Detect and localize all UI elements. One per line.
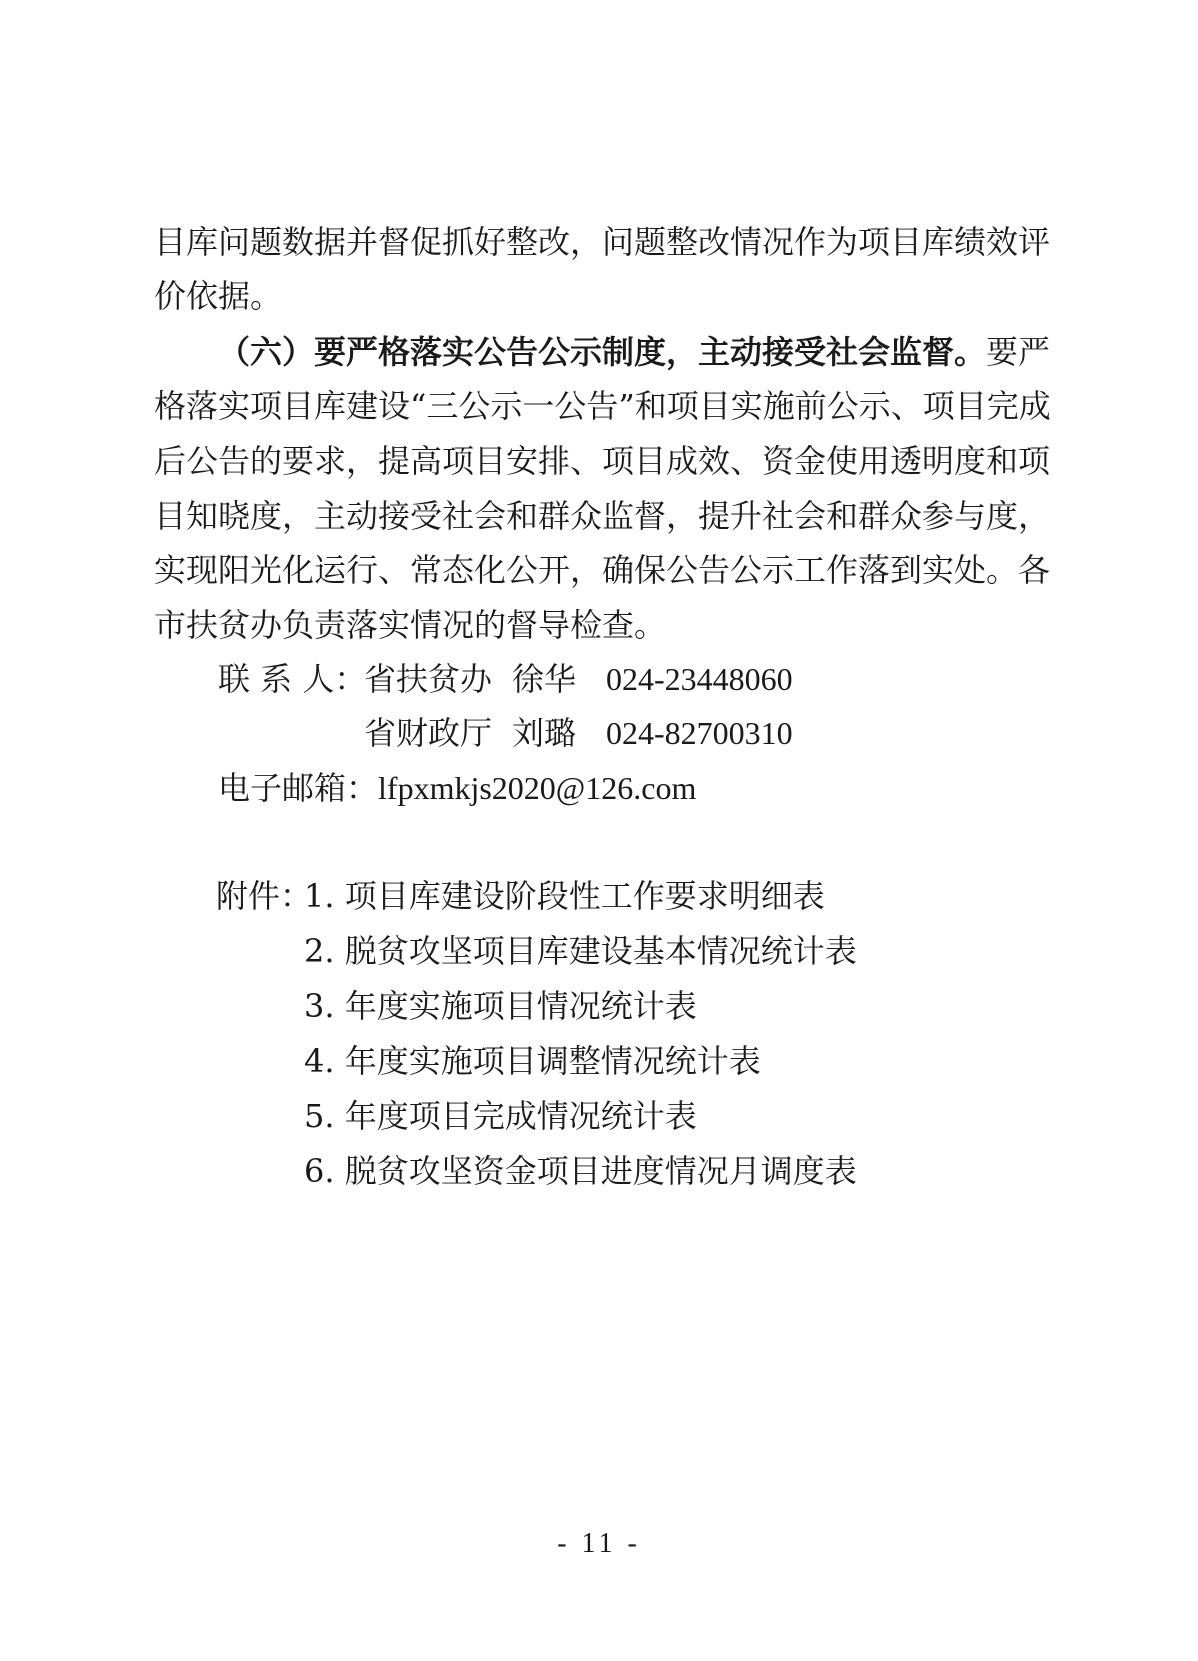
email-address: lfpxmkjs2020@126.com (378, 770, 697, 806)
contact-row-2 (364, 713, 793, 753)
section-6-line-1-tail: 要严 (986, 333, 1051, 371)
email-row (218, 768, 696, 808)
section-6-line-1 (218, 332, 1051, 372)
contact-phone: 024-23448060 (606, 661, 793, 697)
attachment-item: 5. 年度项目完成情况统计表 (304, 1097, 697, 1135)
section-6-line-4: 目知晓度，主动接受社会和群众监督，提升社会和群众参与度， (154, 497, 1051, 535)
contact-row-1 (218, 659, 793, 699)
contact-name: 刘璐 (512, 714, 577, 752)
contact-name: 徐华 (512, 660, 577, 698)
section-6-line-5: 实现阳光化运行、常态化公开，确保公告公示工作落到实处。各 (154, 551, 1051, 589)
attachment-item: 6. 脱贫攻坚资金项目进度情况月调度表 (304, 1152, 857, 1190)
contact-label: 联 系 人： (218, 660, 367, 698)
email-label: 电子邮箱： (218, 769, 379, 807)
attachment-item: 2. 脱贫攻坚项目库建设基本情况统计表 (304, 932, 857, 970)
section-6-line-3: 后公告的要求，提高项目安排、项目成效、资金使用透明度和项 (154, 442, 1051, 480)
attachments-label: 附件： (216, 877, 313, 915)
contact-org: 省财政厅 (364, 714, 493, 752)
attachment-item: 3. 年度实施项目情况统计表 (304, 987, 697, 1025)
section-6-heading: （六）要严格落实公告公示制度，主动接受社会监督。 (218, 333, 987, 371)
contact-phone: 024-82700310 (606, 715, 793, 751)
section-6-line-2: 格落实项目库建设“三公示一公告”和项目实施前公示、项目完成 (154, 387, 1051, 425)
continuation-line-2: 价依据。 (154, 277, 283, 315)
contact-org: 省扶贫办 (364, 660, 493, 698)
attachment-item: 1. 项目库建设阶段性工作要求明细表 (304, 877, 825, 915)
attachment-item: 4. 年度实施项目调整情况统计表 (304, 1042, 761, 1080)
section-6-line-6: 市扶贫办负责落实情况的督导检查。 (154, 606, 667, 644)
page-number: - 11 - (557, 1528, 641, 1559)
continuation-line-1: 目库问题数据并督促抓好整改，问题整改情况作为项目库绩效评 (154, 223, 1051, 261)
